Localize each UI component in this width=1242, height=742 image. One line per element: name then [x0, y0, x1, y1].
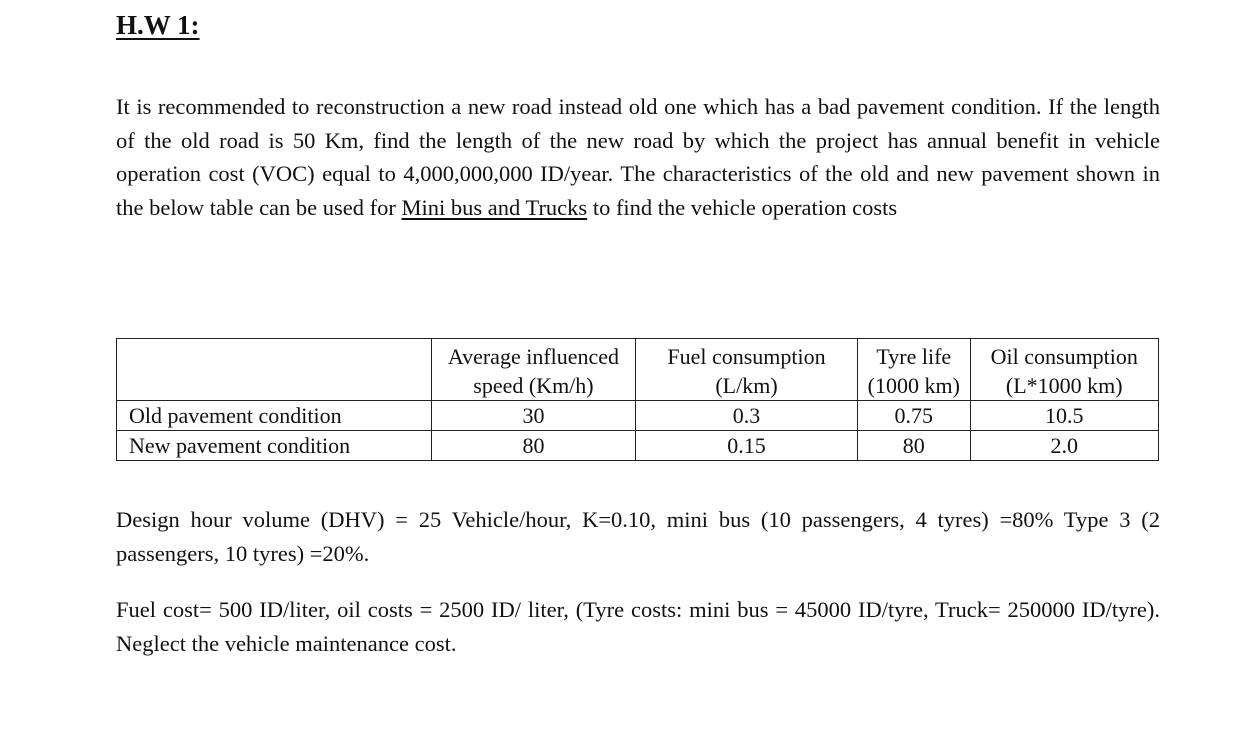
cell-new-tyre-life: 80: [858, 431, 971, 461]
pavement-characteristics-table: [116, 338, 1159, 461]
header-tyre-life: Tyre life (1000 km): [858, 339, 971, 401]
vehicle-types-underlined: Mini bus and Trucks: [401, 194, 588, 220]
header-fuel-consumption: Fuel consumption (L/km): [635, 339, 857, 401]
cell-old-speed: 30: [431, 401, 635, 431]
cell-old-tyre-life: 0.75: [858, 401, 971, 431]
cell-old-oil: 10.5: [970, 401, 1158, 431]
header-empty-cell: [117, 339, 432, 401]
cell-old-fuel: 0.3: [635, 401, 857, 431]
row-label-new-pavement: New pavement condition: [117, 431, 432, 461]
problem-statement: [116, 90, 1160, 224]
cell-new-fuel: 0.15: [635, 431, 857, 461]
header-oil-consumption: Oil consumption (L*1000 km): [970, 339, 1158, 401]
row-label-old-pavement: Old pavement condition: [117, 401, 432, 431]
table-row: [117, 401, 1159, 431]
header-average-speed: Average influenced speed (Km/h): [431, 339, 635, 401]
cost-data-text: Fuel cost= 500 ID/liter, oil costs = 2500 ID/ liter, (Tyre costs: mini bus = 45000 ID/tyre, Truck= 250000 ID/tyre). Neglect the vehicle maintenance cost.: [116, 597, 1160, 656]
homework-title: H.W 1:: [116, 10, 200, 40]
traffic-data-text: Design hour volume (DHV) = 25 Vehicle/hour, K=0.10, mini bus (10 passengers, 4 tyres) =80% Type 3 (2 passengers, 10 tyres) =20%.: [116, 507, 1160, 566]
cell-new-speed: 80: [431, 431, 635, 461]
table-header-row: [117, 339, 1159, 401]
table-row: [117, 431, 1159, 461]
problem-text-end: to find the vehicle operation costs: [587, 194, 898, 220]
problem-text-start: It is recommended to reconstruction a new road instead old one which has a bad pavement condition. If the length of the old road is 50 Km, find the length of the new road by which the project has annual benefit in vehicle operation cost (VOC) equal to 4,000,000,000 ID/year. The characteristics of the old and new pavement shown in the below table can be used for: [116, 94, 1160, 220]
cell-new-oil: 2.0: [970, 431, 1158, 461]
